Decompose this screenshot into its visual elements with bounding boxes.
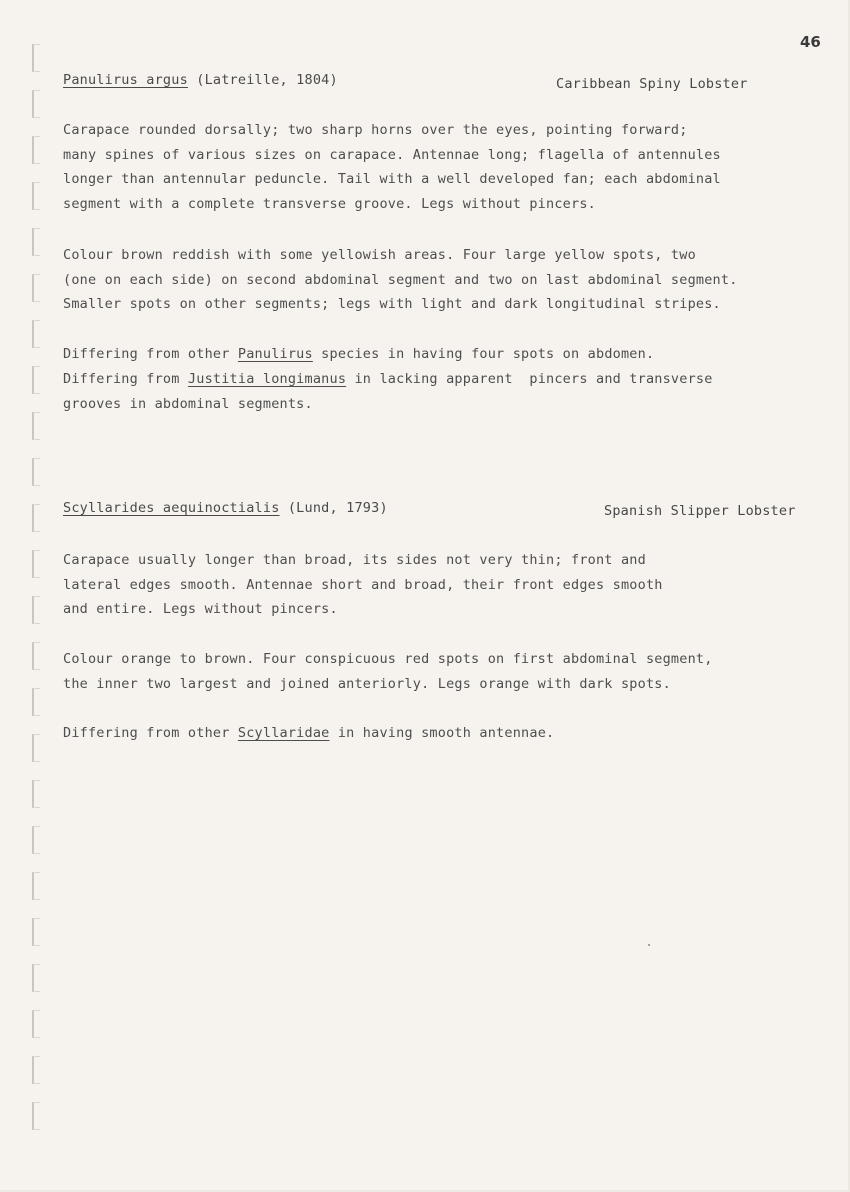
binding-hole	[32, 918, 40, 946]
entry-1-authority: (Latreille, 1804)	[196, 72, 338, 88]
binding-hole	[32, 412, 40, 440]
binding-hole	[32, 1056, 40, 1084]
entry-1-description: Carapace rounded dorsally; two sharp horns over the eyes, pointing forward; many spines of various sizes on carapace. Antennae long; flagella of antennules longer than antennular peduncle. Tail with a well developed fan; each abdominal segment with a complete transverse groove. Legs without pincers.	[63, 122, 721, 212]
entry-2-diff1-post: in having smooth antennae.	[329, 725, 555, 741]
binding-hole	[32, 44, 40, 72]
binding-hole	[32, 826, 40, 854]
entry-2-description: Carapace usually longer than broad, its sides not very thin; front and lateral edges smooth. Antennae short and broad, their front edges smooth and entire. Legs without pincers.	[63, 552, 663, 617]
entry-2-header	[63, 500, 388, 516]
binding-hole	[32, 1102, 40, 1130]
entry-1-diff2-post: in lacking apparent pincers and transverse grooves in abdominal segments.	[63, 371, 713, 412]
page-number: 46	[800, 33, 821, 51]
binding-hole	[32, 182, 40, 210]
entry-1-diff1-genus: Panulirus	[237, 346, 313, 362]
binding-hole	[32, 366, 40, 394]
binding-hole	[32, 688, 40, 716]
binding-hole	[32, 872, 40, 900]
entry-1-differing-1	[63, 342, 654, 367]
entry-1-diff2-pre: Differing from	[63, 371, 188, 387]
entry-1-colour: Colour brown reddish with some yellowish areas. Four large yellow spots, two (one on each side) on second abdominal segment and two on last abdominal segment. Smaller spots on other segments; legs with light and dark longitudinal stripes.	[63, 247, 738, 312]
binding-hole	[32, 320, 40, 348]
entry-2-differing-1	[63, 721, 554, 746]
binding-hole	[32, 458, 40, 486]
binding-hole	[32, 642, 40, 670]
entry-2-common-name: Spanish Slipper Lobster	[604, 503, 796, 519]
binding-hole	[32, 90, 40, 118]
entry-2-colour: Colour orange to brown. Four conspicuous red spots on first abdominal segment, the inner two largest and joined anteriorly. Legs orange with dark spots.	[63, 651, 713, 692]
entry-1-header	[63, 72, 338, 88]
entry-1-species: Panulirus argus	[63, 72, 188, 88]
entry-1-diff2-species: Justitia longimanus	[187, 371, 347, 387]
entry-2-authority: (Lund, 1793)	[287, 500, 388, 516]
binding-hole	[32, 274, 40, 302]
paper-speck	[648, 944, 650, 946]
binding-hole	[32, 734, 40, 762]
entry-2-diff1-pre: Differing from other	[63, 725, 238, 741]
binding-hole	[32, 780, 40, 808]
binding-hole	[32, 136, 40, 164]
binding-hole	[32, 550, 40, 578]
binding-hole	[32, 504, 40, 532]
binding-hole	[32, 964, 40, 992]
entry-1-differing-2	[63, 367, 713, 416]
binding-hole	[32, 1010, 40, 1038]
entry-1-diff1-post: species in having four spots on abdomen.	[312, 346, 655, 362]
entry-2-species: Scyllarides aequinoctialis	[63, 500, 280, 516]
entry-1-common-name: Caribbean Spiny Lobster	[556, 76, 748, 92]
binding-hole	[32, 228, 40, 256]
entry-2-diff1-family: Scyllaridae	[237, 725, 330, 741]
entry-1-diff1-pre: Differing from other	[63, 346, 238, 362]
binding-hole	[32, 596, 40, 624]
